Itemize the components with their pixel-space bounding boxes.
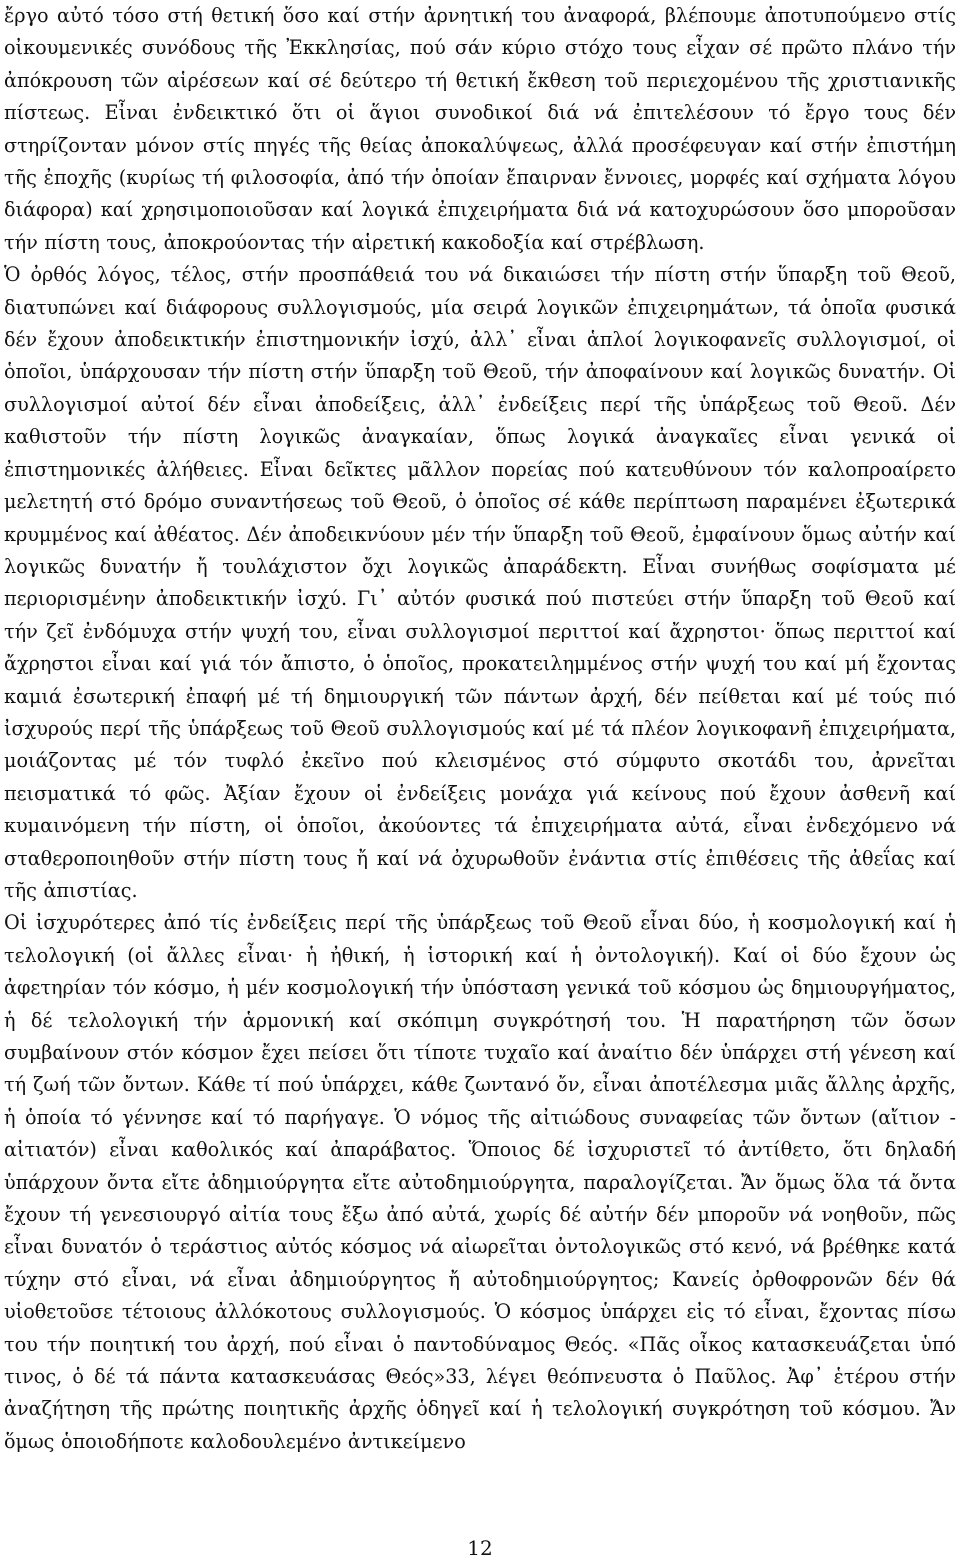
page-number: 12 bbox=[467, 1536, 493, 1560]
paragraph-2: Ὁ ὀρθός λόγος, τέλος, στήν προσπάθειά του νά δικαιώσει τήν πίστη στήν ὕπαρξη τοῦ Θεοῦ, διατυπώνει καί διάφορους συλλογισμούς, μία σειρά λογικῶν ἐπιχειρημάτων, τά ὁποῖα φυσικά δέν ἔχουν ἀποδεικτικήν ἐπιστημονικήν ἰσχύ, ἀλλ᾿ εἶναι ἁπλοί λογικοφανεῖς συλλογισμοί, οἱ ὁποῖοι, ὑπάρχουσαν τήν πίστη στήν ὕπαρξη τοῦ Θεοῦ, τήν ἀποφαίνουν καί λογικῶς δυνατήν. Οἱ συλλογισμοί αὐτοί δέν εἶναι ἀποδείξεις, ἀλλ᾿ ἐνδείξεις περί τῆς ὑπάρξεως τοῦ Θεοῦ. Δέν καθιστοῦν τήν πίστη λογικῶς ἀναγκαίαν, ὅπως λογικά ἀναγκαῖες εἶναι γενικά οἱ ἐπιστημονικές ἀλήθειες. Εἶναι δεῖκτες μᾶλλον πορείας πού κατευθύνουν τόν καλοπροαίρετο μελετητή στό δρόμο συναντήσεως τοῦ Θεοῦ, ὁ ὁποῖος σέ κάθε περίπτωση παραμένει ἐξωτερικά κρυμμένος καί ἀθέατος. Δέν ἀποδεικνύουν μέν τήν ὕπαρξη τοῦ Θεοῦ, ἐμφαίνουν ὅμως αὐτήν καί λογικῶς δυνατήν ἤ τουλάχιστον ὄχι λογικῶς ἀπαράδεκτη. Εἶναι συνήθως σοφίσματα μέ περιορισμένην ἀποδεικτικήν ἰσχύ. Γι᾿ αὐτόν φυσικά πού πιστεύει στήν ὕπαρξη τοῦ Θεοῦ καί τήν ζεῖ ἐνδόμυχα στήν ψυχή του, εἶναι συλλογισμοί περιττοί καί ἄχρηστοι· ὅπως περιττοί καί ἄχρηστοι εἶναι καί γιά τόν ἄπιστο, ὁ ὁποῖος, προκατειλημμένος στήν ψυχή του καί μή ἔχοντας καμιά ἐσωτερική ἐπαφή μέ τή δημιουργική τῶν πάντων ἀρχή, δέν πείθεται καί μέ τούς πιό ἰσχυρούς περί τῆς ὑπάρξεως τοῦ Θεοῦ συλλογισμούς καί μέ τά πλέον λογικοφανῆ ἐπιχειρήματα, μοιάζοντας μέ τόν τυφλό ἐκεῖνο πού κλεισμένος στό σύμφυτο σκοτάδι του, ἀρνεῖται πεισματικά τό φῶς. Ἀξίαν ἔχουν οἱ ἐνδείξεις μονάχα γιά κείνους πού ἔχουν ἀσθενῆ καί κυμαινόμενη τήν πίστη, οἱ ὁποῖοι, ἀκούοντες τά ἐπιχειρήματα αὐτά, εἶναι ἐνδεχόμενο νά σταθεροποιηθοῦν στήν πίστη τους ἤ καί νά ὀχυρωθοῦν ἐνάντια στίς ἐπιθέσεις τῆς ἀθεΐας καί τῆς ἀπιστίας. bbox=[4, 263, 957, 902]
paragraph-3: Οἱ ἰσχυρότερες ἀπό τίς ἐνδείξεις περί τῆς ὑπάρξεως τοῦ Θεοῦ εἶναι δύο, ἡ κοσμολογική καί ἡ τελολογική (οἱ ἄλλες εἶναι· ἡ ἠθική, ἡ ἱστορική καί ἡ ὀντολογική). Καί οἱ δύο ἔχουν ὡς ἀφετηρίαν τόν κόσμο, ἡ μέν κοσμολογική τήν ὑπόσταση γενικά τοῦ κόσμου ὡς δημιουργήματος, ἡ δέ τελολογική τήν ἁρμονική καί σκόπιμη συγκρότησή του. Ἡ παρατήρηση τῶν ὅσων συμβαίνουν στόν κόσμον ἔχει πείσει ὅτι τίποτε τυχαῖο καί ἀναίτιο δέν ὑπάρχει στή γένεση καί τή ζωή τῶν ὄντων. Κάθε τί πού ὑπάρχει, κάθε ζωντανό ὄν, εἶναι ἀποτέλεσμα μιᾶς ἄλλης ἀρχῆς, ἡ ὁποία τό γέννησε καί τό παρήγαγε. Ὁ νόμος τῆς αἰτιώδους συναφείας τῶν ὄντων (αἴτιον - αἰτιατόν) εἶναι καθολικός καί ἀπαράβατος. Ὅποιος δέ ἰσχυριστεῖ τό ἀντίθετο, ὅτι δηλαδή ὑπάρχουν ὄντα εἴτε ἀδημιούργητα εἴτε αὐτοδημιούργητα, παραλογίζεται. Ἄν ὅμως ὅλα τά ὄντα ἔχουν τή γενεσιουργό αἰτία τους ἔξω ἀπό αὐτά, χωρίς δέ αὐτήν δέν μποροῦν νά νοηθοῦν, πῶς εἶναι δυνατόν ὁ τεράστιος αὐτός κόσμος νά αἰωρεῖται ὀντολογικῶς στό κενό, νά βρέθηκε κατά τύχην στό εἶναι, νά εἶναι ἀδημιούργητος ἤ αὐτοδημιούργητος; Κανείς ὀρθοφρονῶν δέν θά υἱοθετοῦσε τέτοιους ἀλλόκοτους συλλογισμούς. Ὁ κόσμος ὑπάρχει εἰς τό εἶναι, ἔχοντας πίσω του τήν ποιητική του ἀρχή, πού εἶναι ὁ παντοδύναμος Θεός. «Πᾶς οἶκος κατασκευάζεται ὑπό τινος, ὁ δέ τά πάντα κατασκευάσας Θεός»33, λέγει θεόπνευστα ὁ Παῦλος. Ἀφ᾿ ἑτέρου στήν ἀναζήτηση τῆς πρώτης ποιητικῆς ἀρχῆς ὁδηγεῖ καί ἡ τελολογική συγκρότηση τοῦ κόσμου. Ἄν ὅμως ὁποιοδήποτε καλοδουλεμένο ἀντικείμενο bbox=[4, 911, 956, 1453]
document-page bbox=[4, 0, 956, 1458]
paragraph-1: ἔργο αὐτό τόσο στή θετική ὅσο καί στήν ἀρνητική του ἀναφορά, βλέπουμε ἀποτυπούμενο στίς οἰκουμενικές συνόδους τῆς Ἐκκλησίας, πού σάν κύριο στόχο τους εἶχαν σέ πρῶτο πλάνο τήν ἀπόκρουση τῶν αἱρέσεων καί σέ δεύτερο τή θετική ἔκθεση τοῦ περιεχομένου τῆς χριστιανικῆς πίστεως. Εἶναι ἐνδεικτικό ὅτι οἱ ἅγιοι συνοδικοί διά νά ἐπιτελέσουν τό ἔργο τους δέν στηρίζονταν μόνον στίς πηγές τῆς θείας ἀποκαλύψεως, ἀλλά προσέφευγαν καί στήν ἐπιστήμη τῆς ἐποχῆς (κυρίως τή φιλοσοφία, ἀπό τήν ὁποίαν ἔπαιρναν ἔννοιες, μορφές καί σχήματα λόγου διάφορα) καί χρησιμοποιοῦσαν καί λογικά ἐπιχειρήματα διά νά κατοχυρώσουν ὅσο μποροῦσαν τήν πίστη τους, ἀποκρούοντας τήν αἱρετική κακοδοξία καί στρέβλωση. bbox=[4, 4, 956, 254]
